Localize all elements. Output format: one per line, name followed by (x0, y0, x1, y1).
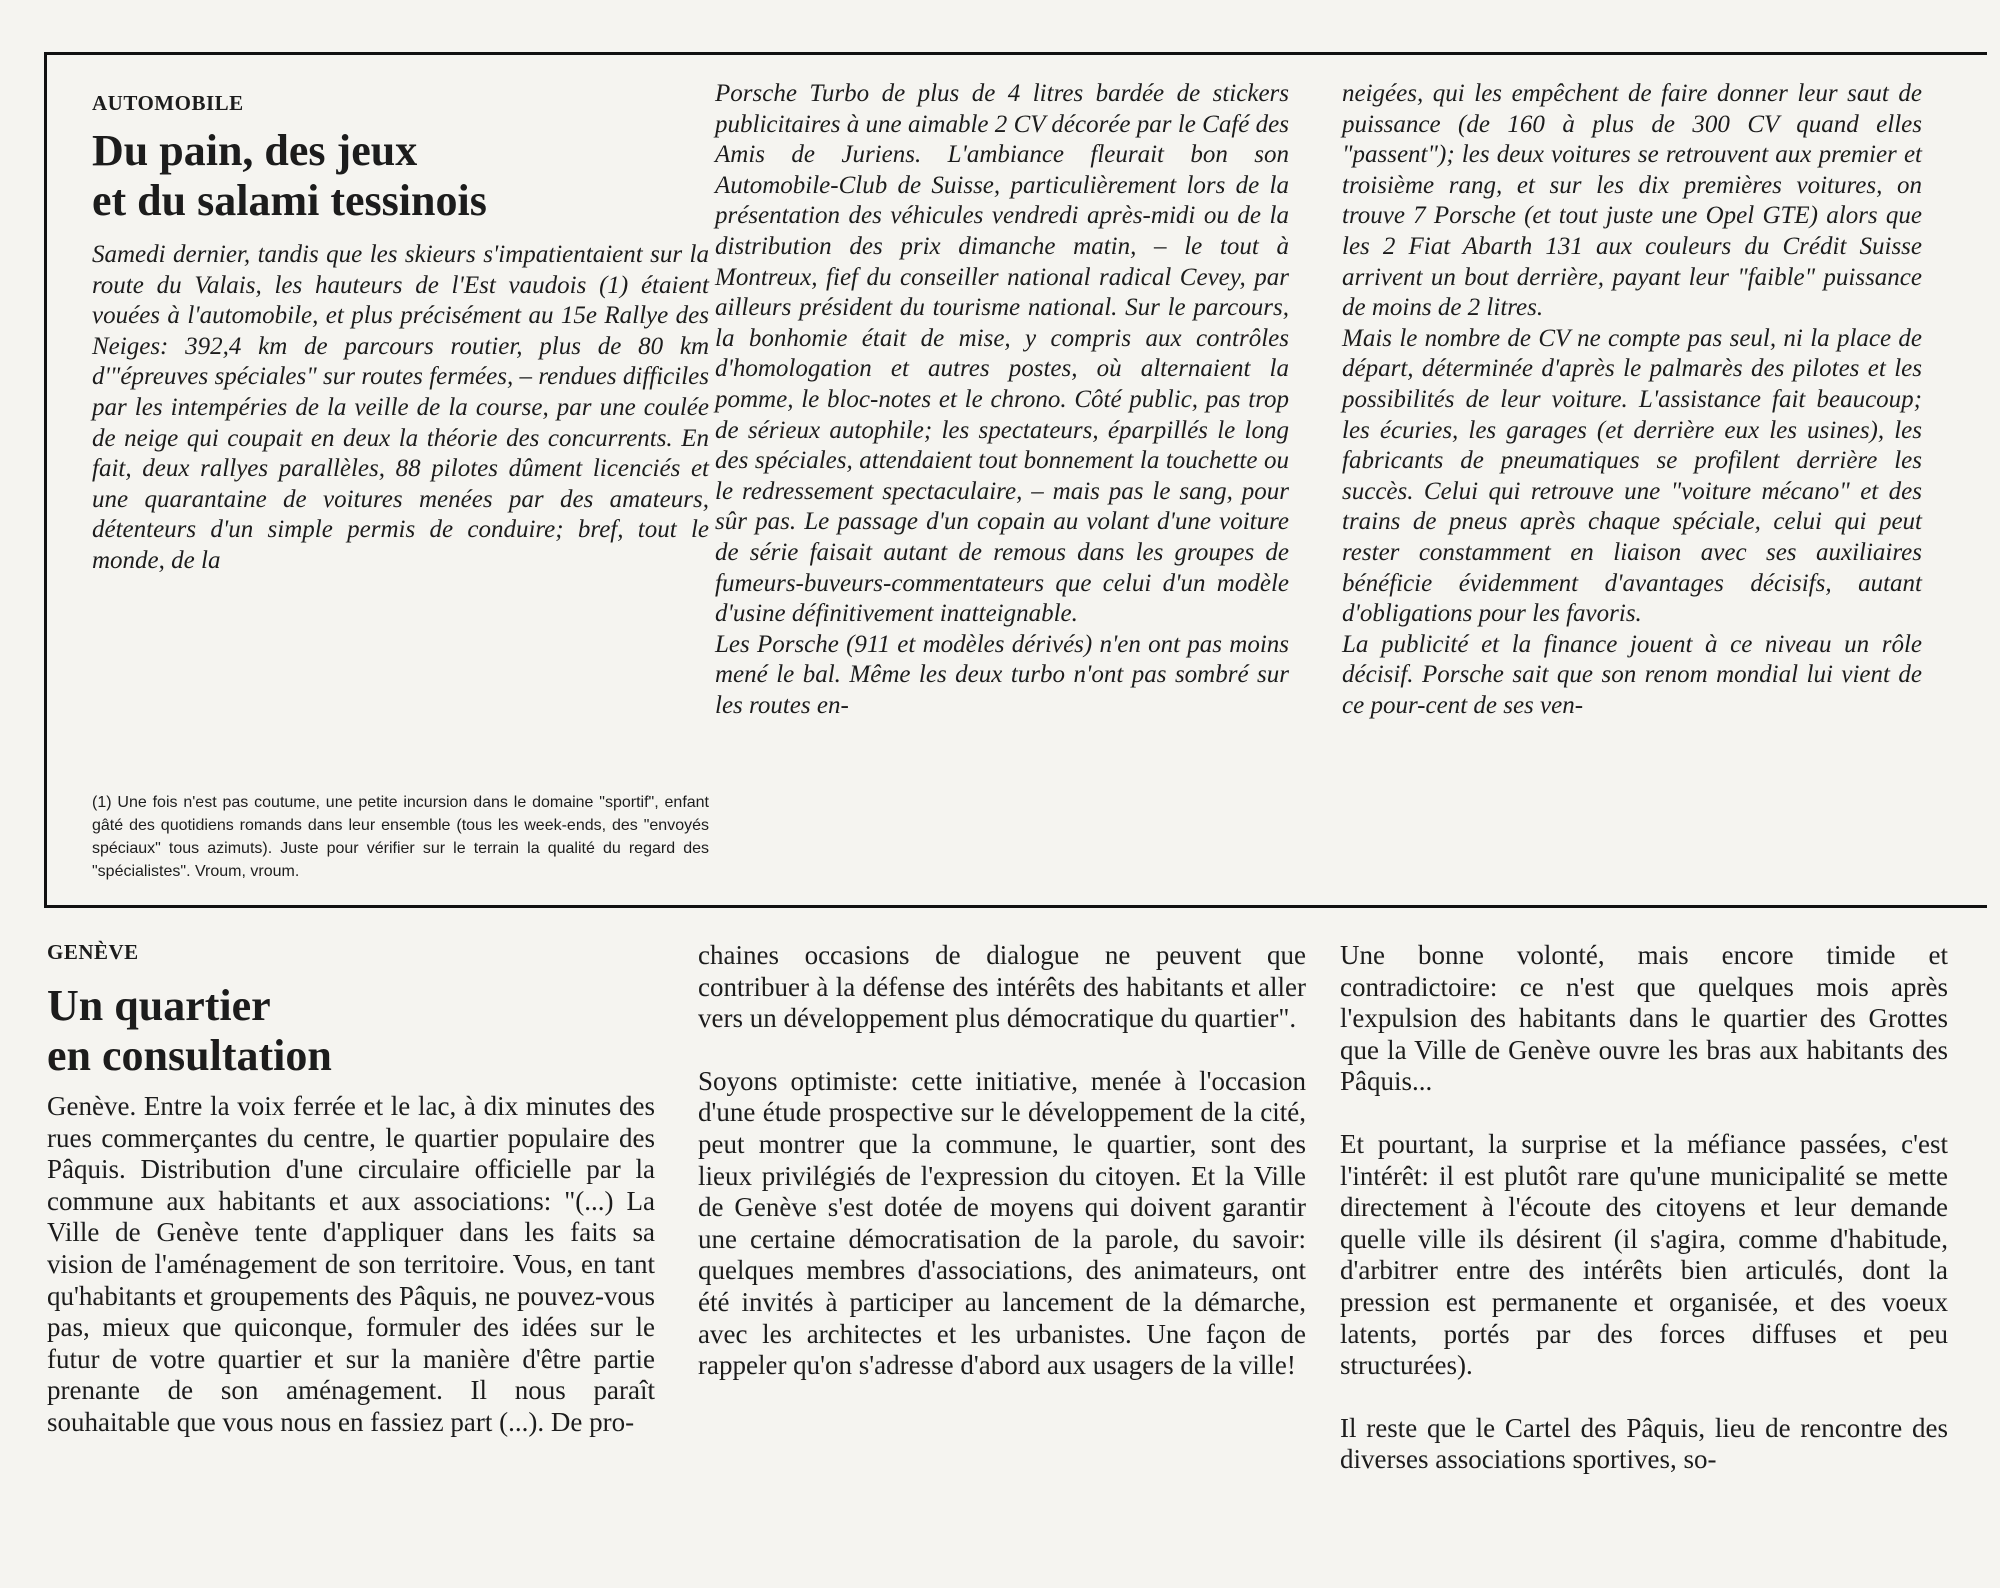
geneve-column-1 (47, 940, 655, 1500)
geneve-column-3 (1340, 940, 1948, 1500)
automobile-headline (92, 126, 709, 226)
automobile-col3-paragraph-3: La publicité et la finance jouent à ce niveau un rôle décisif. Porsche sait que son renom mondial lui vient de ce pour-cent de ses ven- (1342, 630, 1922, 719)
geneve-col1-text: Genève. Entre la voix ferrée et le lac, à dix minutes des rues commerçantes du centre, le quartier populaire des Pâquis. Distribution d'une circulaire officielle par la commune aux habitants et aux associations: "(...) La Ville de Genève tente d'appliquer dans les faits sa vision de l'aménagement de son territoire. Vous, en tant qu'habitants et groupements des Pâquis, ne pouvez-vous pas, mieux que quiconque, formuler des idées sur le futur de votre quartier et sur la manière d'être partie prenante de son aménagement. Il nous paraît souhaitable que vous nous en fassiez part (...). De pro- (47, 1091, 655, 1437)
geneve-col3-paragraph-1: Une bonne volonté, mais encore timide et contradictoire: ce n'est que quelques mois après l'expulsion des habitants dans le quartier des Grottes que la Ville de Genève ouvre les bras aux habitants des Pâquis... (1340, 940, 1948, 1097)
automobile-col3-paragraph-2: Mais le nombre de CV ne compte pas seul, ni la place de départ, déterminée d'après le palmarès des pilotes et les possibilités de leur voiture. L'assistance fait beaucoup; les écuries, les garages (et derrière eux les usines), les fabricants de pneumatiques se profilent derrière les succès. Celui qui retrouve une "voiture mécano" et des trains de pneus après chaque spéciale, celui qui peut rester constamment en liaison avec ses auxiliaires bénéficie évidemment d'avantages décisifs, autant d'obligations pour les favoris. (1342, 324, 1922, 628)
automobile-col2-paragraph-2: Les Porsche (911 et modèles dérivés) n'en ont pas moins mené le bal. Même les deux turbo n'ont pas sombré sur les routes en- (715, 630, 1289, 719)
geneve-col3-paragraph-2: Et pourtant, la surprise et la méfiance passées, c'est l'intérêt: il est plutôt rare qu'une municipalité se mette directement à l'écoute des citoyens et leur demande quelle ville ils désirent (il s'agira, comme d'habitude, d'arbitrer entre des intérêts bien articulés, dont la pression est permanente et organisée, et des voeux latents, portés par des forces diffuses et peu structurées). (1340, 1128, 1948, 1381)
geneve-headline (47, 981, 655, 1081)
automobile-rubric: AUTOMOBILE (92, 91, 244, 115)
automobile-column-2 (715, 79, 1289, 879)
geneve-headline-line-1: Un quartier (47, 981, 271, 1030)
geneve-col2-paragraph-1: chaines occasions de dialogue ne peuvent que contribuer à la défense des intérêts des habitants et aller vers un développement plus démocratique du quartier". (698, 940, 1306, 1034)
automobile-column-3 (1342, 79, 1922, 879)
geneve-headline-line-2: en consultation (47, 1031, 332, 1080)
geneve-col3-paragraph-3: Il reste que le Cartel des Pâquis, lieu de rencontre des diverses associations sportives, so- (1340, 1412, 1948, 1475)
geneve-rubric: GENÈVE (47, 940, 139, 964)
automobile-footnote: (1) Une fois n'est pas coutume, une petite incursion dans le domaine "sportif", enfant gâté des quotidiens romands dans leur ensemble (tous les week-ends, des "envoyés spéciaux" tous azimuts). Juste pour vérifier sur le terrain la qualité du regard des "spécialistes". Vroum, vroum. (92, 794, 709, 880)
geneve-col2-paragraph-2: Soyons optimiste: cette initiative, menée à l'occasion d'une étude prospective sur le développement de la cité, peut montrer que la commune, le quartier, sont des lieux privilégiés de l'expression du citoyen. Et la Ville de Genève s'est dotée de moyens qui doivent garantir une certaine démocratisation de la parole, du savoir: quelques membres d'associations, des animateurs, ont été invités à participer au lancement de la démarche, avec les architectes et les urbanistes. Une façon de rappeler qu'on s'adresse d'abord aux usagers de la ville! (698, 1065, 1306, 1381)
automobile-col2-text: Porsche Turbo de plus de 4 litres bardée de stickers publicitaires à une aimable 2 CV décorée par le Café des Amis de Juriens. L'ambiance fleurait bon son Automobile-Club de Suisse, particulièrement lors de la présentation des véhicules vendredi après-midi ou de la distribution des prix dimanche matin, – le tout à Montreux, fief du conseiller national radical Cevey, par ailleurs président du tourisme national. Sur le parcours, la bonhomie était de mise, y compris aux contrôles d'homologation et autres postes, où alternaient la pomme, le bloc-notes et le chrono. Côté public, pas trop de sérieux autophile; les spectateurs, éparpillés le long des spéciales, attendaient tout bonnement la touchette ou le redressement spectaculaire, – mais pas le sang, pour sûr pas. Le passage d'un copain au volant d'une voiture de série faisait autant de remous dans les groupes de fumeurs-buveurs-commentateurs que celui d'un modèle d'usine définitivement inatteignable. (715, 80, 1289, 628)
geneve-column-2 (698, 940, 1306, 1500)
automobile-article-box (44, 52, 1987, 908)
automobile-headline-line-1: Du pain, des jeux (92, 126, 418, 175)
automobile-column-1 (92, 91, 709, 881)
automobile-col1-text: Samedi dernier, tandis que les skieurs s'impatientaient sur la route du Valais, les hauteurs de l'Est vaudois (1) étaient vouées à l'automobile, et plus précisément au 15e Rallye des Neiges: 392,4 km de parcours routier, plus de 80 km d'"épreuves spéciales" sur routes fermées, – rendues difficiles par les intempéries de la veille de la course, par une coulée de neige qui coupait en deux la théorie des concurrents. En fait, deux rallyes parallèles, 88 pilotes dûment licenciés et une quarantaine de voitures menées par des amateurs, détenteurs d'un simple permis de conduire; bref, tout le monde, de la (92, 241, 709, 574)
automobile-headline-line-2: et du salami tessinois (92, 176, 487, 225)
automobile-col3-paragraph-1: neigées, qui les empêchent de faire donner leur saut de puissance (de 160 à plus de 300 CV quand elles "passent"); les deux voitures se retrouvent aux premier et troisième rang, et sur les dix premières voitures, on trouve 7 Porsche (et tout juste une Opel GTE) alors que les 2 Fiat Abarth 131 aux couleurs du Crédit Suisse arrivent un bout derrière, payant leur "faible" puissance de moins de 2 litres. (1342, 80, 1922, 322)
